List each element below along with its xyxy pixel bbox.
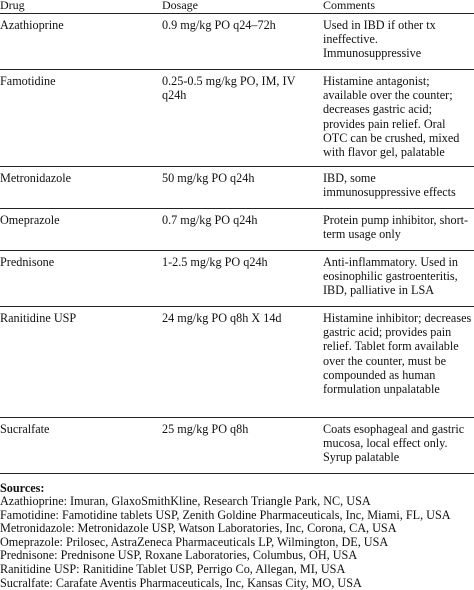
drug-cell: Ranitidine USP [0, 311, 77, 325]
drug-cell: Prednisone [0, 255, 55, 269]
comments-cell: IBD, some immunosuppressive effects [323, 171, 456, 200]
sources-title: Sources: [0, 481, 45, 495]
comments-cell: Protein pump inhibitor, short-term usage only [323, 213, 469, 242]
header-dosage: Dosage [162, 0, 198, 12]
comments-cell: Anti-inflammatory. Used in eosinophilic gastroenteritis, IBD, palliative in LSA [323, 255, 458, 298]
table-row [0, 307, 474, 418]
table-row [0, 418, 474, 474]
sources-section [0, 474, 474, 590]
drug-cell: Omeprazole [0, 213, 60, 227]
drug-cell: Metronidazole [0, 171, 72, 185]
table-row [0, 70, 474, 167]
source-line: Metronidazole: Metronidazole USP, Watson Laboratories, Inc, Corona, CA, USA [0, 521, 397, 536]
table-row [0, 14, 474, 70]
comments-cell: Histamine antagonist; available over the counter; decreases gastric acid; provides pain relief. Oral OTC can be crushed, mixed with flavor gel, palatable [323, 74, 460, 160]
drug-cell: Azathioprine [0, 18, 64, 32]
dosage-cell: 0.7 mg/kg PO q24h [162, 213, 258, 227]
dosage-cell: 25 mg/kg PO q8h [162, 422, 249, 436]
dosage-cell: 1-2.5 mg/kg PO q24h [162, 255, 268, 269]
header-comments: Comments [323, 0, 376, 12]
dosage-cell: 24 mg/kg PO q8h X 14d [162, 311, 282, 325]
source-line: Prednisone: Prednisone USP, Roxane Laboratories, Columbus, OH, USA [0, 548, 358, 563]
header-drug: Drug [0, 0, 25, 12]
source-line: Sucralfate: Carafate Aventis Pharmaceuticals, Inc, Kansas City, MO, USA [0, 575, 362, 590]
dosage-cell: 0.9 mg/kg PO q24–72h [162, 18, 276, 32]
table-row [0, 251, 474, 307]
source-line: Azathioprine: Imuran, GlaxoSmithKline, Research Triangle Park, NC, USA [0, 494, 371, 508]
source-line: Famotidine: Famotidine tablets USP, Zenith Goldine Pharmaceuticals, Inc, Miami, FL, USA [0, 507, 451, 522]
dosage-cell: 0.25-0.5 mg/kg PO, IM, IV q24h [162, 74, 296, 103]
table-header-row [0, 0, 474, 14]
comments-cell: Histamine inhibitor; decreases gastric acid; provides pain relief. Tablet form available over the counter, must be compounded as human formulation unpalatable [323, 311, 472, 397]
source-line: Omeprazole: Prilosec, AstraZeneca Pharmaceuticals LP, Wilmington, DE, USA [0, 534, 389, 549]
source-line: Ranitidine USP: Ranitidine Tablet USP, Perrigo Co, Allegan, MI, USA [0, 561, 346, 576]
table-row [0, 167, 474, 209]
comments-cell: Coats esophageal and gastric mucosa, local effect only. Syrup palatable [323, 422, 465, 465]
table-row [0, 209, 474, 251]
drug-cell: Sucralfate [0, 422, 50, 436]
dosage-cell: 50 mg/kg PO q24h [162, 171, 255, 185]
drug-cell: Famotidine [0, 74, 56, 88]
comments-cell: Used in IBD if other tx ineffective. Immunosuppressive [323, 18, 436, 61]
